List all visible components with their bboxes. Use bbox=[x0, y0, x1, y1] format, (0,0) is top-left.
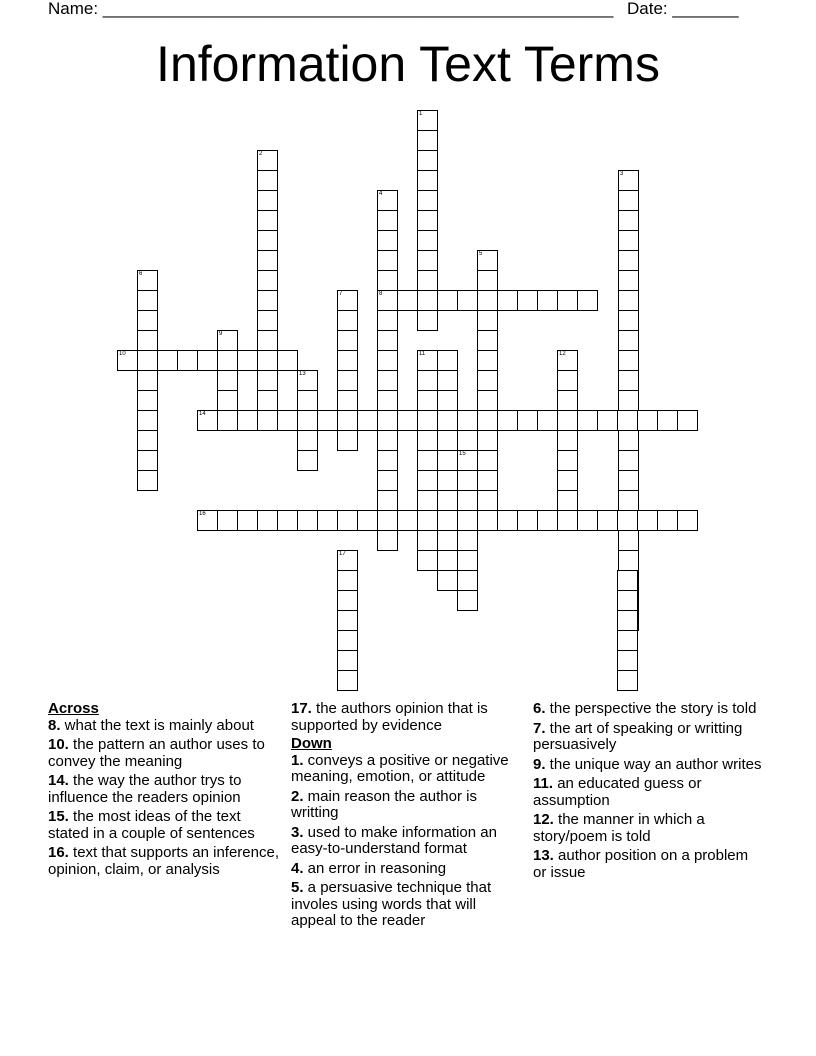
down-clue-list bbox=[291, 753, 523, 930]
crossword-cell[interactable] bbox=[437, 350, 458, 371]
crossword-cell[interactable] bbox=[557, 390, 578, 411]
crossword-cell[interactable] bbox=[377, 230, 398, 251]
crossword-cell[interactable] bbox=[257, 510, 278, 531]
crossword-cell[interactable] bbox=[557, 410, 578, 431]
crossword-cell[interactable] bbox=[618, 330, 639, 351]
clue-number-label: 12 bbox=[559, 351, 566, 357]
crossword-cell[interactable] bbox=[257, 410, 278, 431]
crossword-cell[interactable] bbox=[117, 350, 138, 371]
crossword-cell[interactable] bbox=[377, 270, 398, 291]
crossword-cell[interactable] bbox=[618, 450, 639, 471]
crossword-cell[interactable] bbox=[297, 410, 318, 431]
crossword-cell[interactable] bbox=[618, 490, 639, 511]
crossword-cell[interactable] bbox=[617, 410, 638, 431]
crossword-cell[interactable] bbox=[337, 430, 358, 451]
crossword-cell[interactable] bbox=[618, 190, 639, 211]
crossword-cell[interactable] bbox=[457, 450, 478, 471]
crossword-cell[interactable] bbox=[477, 310, 498, 331]
crossword-cell[interactable] bbox=[417, 370, 438, 391]
clue-number: 3. bbox=[291, 823, 304, 841]
across-heading: Across bbox=[48, 700, 99, 717]
crossword-cell[interactable] bbox=[337, 550, 358, 571]
crossword-cell[interactable] bbox=[477, 390, 498, 411]
crossword-cell[interactable] bbox=[417, 210, 438, 231]
crossword-cell[interactable] bbox=[277, 510, 298, 531]
crossword-cell[interactable] bbox=[377, 450, 398, 471]
crossword-cell[interactable] bbox=[237, 410, 258, 431]
crossword-cell[interactable] bbox=[377, 290, 398, 311]
crossword-cell[interactable] bbox=[557, 290, 578, 311]
clue-number: 8. bbox=[48, 716, 61, 734]
crossword-cell[interactable] bbox=[337, 650, 358, 671]
crossword-cell[interactable] bbox=[137, 390, 158, 411]
crossword-cell[interactable] bbox=[137, 470, 158, 491]
crossword-cell[interactable] bbox=[477, 290, 498, 311]
crossword-cell[interactable] bbox=[617, 670, 638, 691]
crossword-cell[interactable] bbox=[377, 470, 398, 491]
crossword-cell[interactable] bbox=[457, 410, 478, 431]
clue-number-label: 8 bbox=[379, 291, 383, 297]
crossword-cell[interactable] bbox=[217, 350, 238, 371]
crossword-cell[interactable] bbox=[417, 110, 438, 131]
clue-text: what the text is mainly about bbox=[60, 716, 254, 734]
crossword-cell[interactable] bbox=[257, 290, 278, 311]
crossword-cell[interactable] bbox=[477, 430, 498, 451]
clue-text: the manner in which a story/poem is told bbox=[533, 811, 705, 845]
crossword-cell[interactable] bbox=[257, 390, 278, 411]
crossword-cell[interactable] bbox=[617, 610, 638, 631]
crossword-cell[interactable] bbox=[457, 290, 478, 311]
crossword-cell[interactable] bbox=[637, 410, 658, 431]
crossword-cell[interactable] bbox=[417, 290, 438, 311]
clue-text: the art of speaking or writting persuasively bbox=[533, 719, 743, 753]
crossword-cell[interactable] bbox=[618, 530, 639, 551]
crossword-cell[interactable] bbox=[537, 290, 558, 311]
crossword-cell[interactable] bbox=[177, 350, 198, 371]
clue-text: author position on a problem or issue bbox=[533, 847, 749, 881]
clue-number: 10. bbox=[48, 736, 69, 753]
crossword-cell[interactable] bbox=[237, 510, 258, 531]
clue-text: the way the author trys to influence the readers opinion bbox=[48, 772, 242, 806]
crossword-cell[interactable] bbox=[618, 290, 639, 311]
crossword-cell[interactable] bbox=[557, 510, 578, 531]
crossword-cell[interactable] bbox=[457, 490, 478, 511]
crossword-cell[interactable] bbox=[397, 510, 418, 531]
clue-text: an error in reasoning bbox=[303, 859, 447, 877]
clue-down-3 bbox=[291, 825, 523, 858]
crossword-cell[interactable] bbox=[437, 290, 458, 311]
crossword-cell[interactable] bbox=[357, 510, 378, 531]
crossword-cell[interactable] bbox=[437, 490, 458, 511]
date-field-label: Date: _______ bbox=[627, 0, 739, 18]
clue-number-label: 10 bbox=[119, 351, 126, 357]
crossword-cell[interactable] bbox=[457, 530, 478, 551]
clue-text: a persuasive technique that involes using words that will appeal to the reader bbox=[291, 879, 492, 929]
crossword-cell[interactable] bbox=[618, 250, 639, 271]
clue-number-label: 13 bbox=[299, 371, 306, 377]
crossword-cell[interactable] bbox=[417, 230, 438, 251]
clue-text: the most ideas of the text stated in a couple of sentences bbox=[48, 808, 255, 842]
crossword-cell[interactable] bbox=[257, 370, 278, 391]
crossword-cell[interactable] bbox=[497, 510, 518, 531]
clues-column-1 bbox=[48, 701, 280, 881]
down-clue-list-continued bbox=[533, 701, 765, 881]
crossword-cell[interactable] bbox=[497, 410, 518, 431]
clue-number: 15. bbox=[48, 808, 69, 825]
crossword-cell[interactable] bbox=[618, 370, 639, 391]
crossword-cell[interactable] bbox=[618, 550, 639, 571]
clue-number: 1. bbox=[291, 751, 304, 769]
clue-number: 5. bbox=[291, 879, 304, 896]
crossword-cell[interactable] bbox=[417, 390, 438, 411]
crossword-cell[interactable] bbox=[157, 350, 178, 371]
clue-number-label: 17 bbox=[339, 551, 346, 557]
crossword-cell[interactable] bbox=[337, 310, 358, 331]
clue-number-label: 16 bbox=[199, 511, 206, 517]
crossword-cell[interactable] bbox=[618, 350, 639, 371]
clue-number: 11. bbox=[533, 775, 554, 792]
crossword-cell[interactable] bbox=[277, 410, 298, 431]
crossword-cell[interactable] bbox=[257, 330, 278, 351]
clue-number-label: 7 bbox=[339, 291, 343, 297]
clue-text: the authors opinion that is supported by evidence bbox=[291, 700, 488, 734]
crossword-cell[interactable] bbox=[417, 510, 438, 531]
clue-across-10 bbox=[48, 737, 280, 770]
crossword-cell[interactable] bbox=[337, 290, 358, 311]
crossword-cell[interactable] bbox=[597, 410, 618, 431]
crossword-cell[interactable] bbox=[237, 350, 258, 371]
crossword-cell[interactable] bbox=[618, 430, 639, 451]
crossword-cell[interactable] bbox=[657, 410, 678, 431]
clue-text: the unique way an author writes bbox=[545, 755, 762, 773]
crossword-cell[interactable] bbox=[317, 410, 338, 431]
crossword-cell[interactable] bbox=[197, 350, 218, 371]
crossword-cell[interactable] bbox=[577, 510, 598, 531]
crossword-cell[interactable] bbox=[417, 190, 438, 211]
crossword-cell[interactable] bbox=[317, 510, 338, 531]
crossword-cell[interactable] bbox=[617, 650, 638, 671]
clues-column-2 bbox=[291, 701, 523, 933]
clue-down-11 bbox=[533, 776, 765, 809]
crossword-cell[interactable] bbox=[617, 570, 638, 591]
crossword-cell[interactable] bbox=[377, 430, 398, 451]
clue-number-label: 3 bbox=[620, 171, 624, 177]
crossword-cell[interactable] bbox=[377, 370, 398, 391]
name-field-label: Name: ______________________________________________________ bbox=[48, 0, 614, 18]
crossword-cell[interactable] bbox=[437, 570, 458, 591]
crossword-cell[interactable] bbox=[618, 170, 639, 191]
crossword-cell[interactable] bbox=[297, 510, 318, 531]
crossword-cell[interactable] bbox=[377, 490, 398, 511]
crossword-cell[interactable] bbox=[137, 410, 158, 431]
crossword-cell[interactable] bbox=[397, 290, 418, 311]
clue-number-label: 6 bbox=[139, 271, 143, 277]
crossword-cell[interactable] bbox=[337, 390, 358, 411]
crossword-cell[interactable] bbox=[537, 410, 558, 431]
crossword-cell[interactable] bbox=[557, 350, 578, 371]
crossword-cell[interactable] bbox=[657, 510, 678, 531]
crossword-cell[interactable] bbox=[618, 470, 639, 491]
clue-across-14 bbox=[48, 773, 280, 806]
crossword-cell[interactable] bbox=[337, 670, 358, 691]
clue-text: the perspective the story is told bbox=[545, 700, 757, 717]
clue-number: 7. bbox=[533, 719, 546, 737]
crossword-cell[interactable] bbox=[617, 630, 638, 651]
crossword-cell[interactable] bbox=[337, 410, 358, 431]
crossword-cell[interactable] bbox=[618, 390, 639, 411]
clue-number: 16. bbox=[48, 844, 69, 861]
crossword-cell[interactable] bbox=[337, 330, 358, 351]
crossword-cell[interactable] bbox=[477, 410, 498, 431]
crossword-cell[interactable] bbox=[437, 470, 458, 491]
crossword-cell[interactable] bbox=[417, 150, 438, 171]
clue-text: an educated guess or assumption bbox=[533, 775, 702, 809]
crossword-cell[interactable] bbox=[617, 590, 638, 611]
crossword-cell[interactable] bbox=[377, 410, 398, 431]
crossword-cell[interactable] bbox=[377, 350, 398, 371]
clue-number-label: 14 bbox=[199, 411, 206, 417]
crossword-cell[interactable] bbox=[217, 410, 238, 431]
crossword-cell[interactable] bbox=[537, 510, 558, 531]
crossword-cell[interactable] bbox=[618, 210, 639, 231]
clue-number: 14. bbox=[48, 772, 69, 789]
crossword-cell[interactable] bbox=[618, 230, 639, 251]
crossword-cell[interactable] bbox=[677, 510, 698, 531]
clue-across-16 bbox=[48, 845, 280, 878]
clues-column-3 bbox=[533, 701, 765, 884]
crossword-cell[interactable] bbox=[337, 630, 358, 651]
crossword-cell[interactable] bbox=[477, 270, 498, 291]
clue-down-1 bbox=[291, 753, 523, 786]
crossword-cell[interactable] bbox=[377, 330, 398, 351]
crossword-cell[interactable] bbox=[477, 450, 498, 471]
clue-number: 17. bbox=[291, 700, 312, 717]
clue-down-7 bbox=[533, 721, 765, 754]
crossword-cell[interactable] bbox=[517, 290, 538, 311]
crossword-cell[interactable] bbox=[257, 150, 278, 171]
crossword-cell[interactable] bbox=[637, 510, 658, 531]
crossword-cell[interactable] bbox=[417, 170, 438, 191]
crossword-cell[interactable] bbox=[437, 550, 458, 571]
crossword-cell[interactable] bbox=[337, 370, 358, 391]
crossword-cell[interactable] bbox=[377, 530, 398, 551]
crossword-cell[interactable] bbox=[337, 350, 358, 371]
crossword-cell[interactable] bbox=[137, 310, 158, 331]
crossword-cell[interactable] bbox=[417, 350, 438, 371]
crossword-cell[interactable] bbox=[557, 430, 578, 451]
crossword-cell[interactable] bbox=[417, 490, 438, 511]
crossword-cell[interactable] bbox=[437, 450, 458, 471]
crossword-cell[interactable] bbox=[277, 350, 298, 371]
crossword-cell[interactable] bbox=[217, 390, 238, 411]
crossword-cell[interactable] bbox=[437, 390, 458, 411]
crossword-cell[interactable] bbox=[477, 350, 498, 371]
clue-number-label: 1 bbox=[419, 111, 423, 117]
clue-text: used to make information an easy-to-understand format bbox=[291, 823, 497, 857]
across-clue-list bbox=[48, 718, 280, 879]
clue-number: 9. bbox=[533, 755, 546, 773]
clue-down-12 bbox=[533, 812, 765, 845]
crossword-cell[interactable] bbox=[557, 370, 578, 391]
crossword-cell[interactable] bbox=[477, 250, 498, 271]
crossword-cell[interactable] bbox=[257, 190, 278, 211]
crossword-cell[interactable] bbox=[617, 510, 638, 531]
crossword-cell[interactable] bbox=[417, 450, 438, 471]
clue-text: the pattern an author uses to convey the meaning bbox=[48, 736, 265, 770]
crossword-cell[interactable] bbox=[457, 590, 478, 611]
crossword-cell[interactable] bbox=[197, 510, 218, 531]
crossword-cell[interactable] bbox=[517, 410, 538, 431]
crossword-cell[interactable] bbox=[357, 410, 378, 431]
crossword-cell[interactable] bbox=[457, 470, 478, 491]
crossword-cell[interactable] bbox=[618, 310, 639, 331]
crossword-cell[interactable] bbox=[417, 530, 438, 551]
down-heading: Down bbox=[291, 735, 332, 752]
clue-down-13 bbox=[533, 848, 765, 881]
clue-down-5 bbox=[291, 880, 523, 930]
crossword-cell[interactable] bbox=[597, 510, 618, 531]
crossword-cell[interactable] bbox=[577, 290, 598, 311]
crossword-cell[interactable] bbox=[137, 330, 158, 351]
crossword-cell[interactable] bbox=[257, 310, 278, 331]
crossword-cell[interactable] bbox=[477, 370, 498, 391]
crossword-cell[interactable] bbox=[477, 510, 498, 531]
crossword-cell[interactable] bbox=[437, 410, 458, 431]
crossword-cell[interactable] bbox=[437, 530, 458, 551]
crossword-cell[interactable] bbox=[437, 430, 458, 451]
clue-number-label: 5 bbox=[479, 251, 483, 257]
crossword-cell[interactable] bbox=[137, 450, 158, 471]
clue-text: text that supports an inference, opinion, claim, or analysis bbox=[48, 844, 279, 878]
crossword-cell[interactable] bbox=[417, 550, 438, 571]
crossword-cell[interactable] bbox=[297, 430, 318, 451]
crossword-cell[interactable] bbox=[417, 410, 438, 431]
crossword-cell[interactable] bbox=[257, 170, 278, 191]
clue-number-label: 2 bbox=[259, 151, 263, 157]
crossword-cell[interactable] bbox=[377, 390, 398, 411]
clue-number-label: 15 bbox=[459, 451, 466, 457]
clue-number-label: 11 bbox=[419, 351, 426, 357]
clue-text: conveys a positive or negative meaning, emotion, or attitude bbox=[291, 751, 509, 785]
crossword-cell[interactable] bbox=[337, 510, 358, 531]
crossword-cell[interactable] bbox=[257, 250, 278, 271]
crossword-cell[interactable] bbox=[377, 310, 398, 331]
clue-down-6 bbox=[533, 701, 765, 718]
crossword-cell[interactable] bbox=[217, 330, 238, 351]
clue-text: main reason the author is writting bbox=[291, 787, 477, 821]
crossword-cell[interactable] bbox=[517, 510, 538, 531]
clue-number-label: 9 bbox=[219, 331, 223, 337]
clue-across-17 bbox=[291, 701, 523, 734]
crossword-cell[interactable] bbox=[137, 370, 158, 391]
crossword-cell[interactable] bbox=[397, 410, 418, 431]
crossword-cell[interactable] bbox=[377, 210, 398, 231]
crossword-cell[interactable] bbox=[417, 130, 438, 151]
crossword-cell[interactable] bbox=[417, 470, 438, 491]
crossword-cell[interactable] bbox=[417, 270, 438, 291]
crossword-cell[interactable] bbox=[337, 610, 358, 631]
clue-number: 4. bbox=[291, 859, 304, 877]
crossword-cell[interactable] bbox=[257, 350, 278, 371]
crossword-cell[interactable] bbox=[457, 570, 478, 591]
crossword-cell[interactable] bbox=[337, 590, 358, 611]
crossword-cell[interactable] bbox=[297, 450, 318, 471]
crossword-cell[interactable] bbox=[437, 510, 458, 531]
crossword-cell[interactable] bbox=[477, 490, 498, 511]
crossword-cell[interactable] bbox=[557, 450, 578, 471]
crossword-cell[interactable] bbox=[557, 470, 578, 491]
clue-number: 6. bbox=[533, 700, 546, 717]
crossword-cell[interactable] bbox=[137, 270, 158, 291]
crossword-cell[interactable] bbox=[557, 490, 578, 511]
clue-number: 13. bbox=[533, 847, 554, 864]
crossword-cell[interactable] bbox=[257, 270, 278, 291]
crossword-cell[interactable] bbox=[457, 510, 478, 531]
crossword-cell[interactable] bbox=[577, 410, 598, 431]
clue-number: 2. bbox=[291, 787, 304, 805]
crossword-cell[interactable] bbox=[417, 310, 438, 331]
crossword-cell[interactable] bbox=[457, 550, 478, 571]
crossword-cell[interactable] bbox=[417, 430, 438, 451]
crossword-cell[interactable] bbox=[337, 570, 358, 591]
clue-down-4 bbox=[291, 861, 523, 878]
crossword-cell[interactable] bbox=[217, 510, 238, 531]
crossword-cell[interactable] bbox=[377, 190, 398, 211]
crossword-cell[interactable] bbox=[618, 270, 639, 291]
crossword-cell[interactable] bbox=[137, 350, 158, 371]
crossword-cell[interactable] bbox=[257, 210, 278, 231]
crossword-cell[interactable] bbox=[297, 390, 318, 411]
crossword-cell[interactable] bbox=[477, 470, 498, 491]
crossword-cell[interactable] bbox=[297, 370, 318, 391]
crossword-cell[interactable] bbox=[377, 510, 398, 531]
clue-down-2 bbox=[291, 789, 523, 822]
crossword-cell[interactable] bbox=[677, 410, 698, 431]
clue-number: 12. bbox=[533, 811, 554, 828]
crossword-cell[interactable] bbox=[137, 290, 158, 311]
clue-down-9 bbox=[533, 757, 765, 774]
clue-across-15 bbox=[48, 809, 280, 842]
clue-number-label: 4 bbox=[379, 191, 383, 197]
crossword-cell[interactable] bbox=[417, 250, 438, 271]
crossword-cell[interactable] bbox=[497, 290, 518, 311]
clue-across-8 bbox=[48, 718, 280, 735]
crossword-cell[interactable] bbox=[437, 370, 458, 391]
crossword-cell[interactable] bbox=[477, 330, 498, 351]
page-title: Information Text Terms bbox=[156, 36, 660, 92]
crossword-cell[interactable] bbox=[257, 230, 278, 251]
crossword-cell[interactable] bbox=[137, 430, 158, 451]
crossword-cell[interactable] bbox=[197, 410, 218, 431]
crossword-cell[interactable] bbox=[377, 250, 398, 271]
crossword-cell[interactable] bbox=[217, 370, 238, 391]
